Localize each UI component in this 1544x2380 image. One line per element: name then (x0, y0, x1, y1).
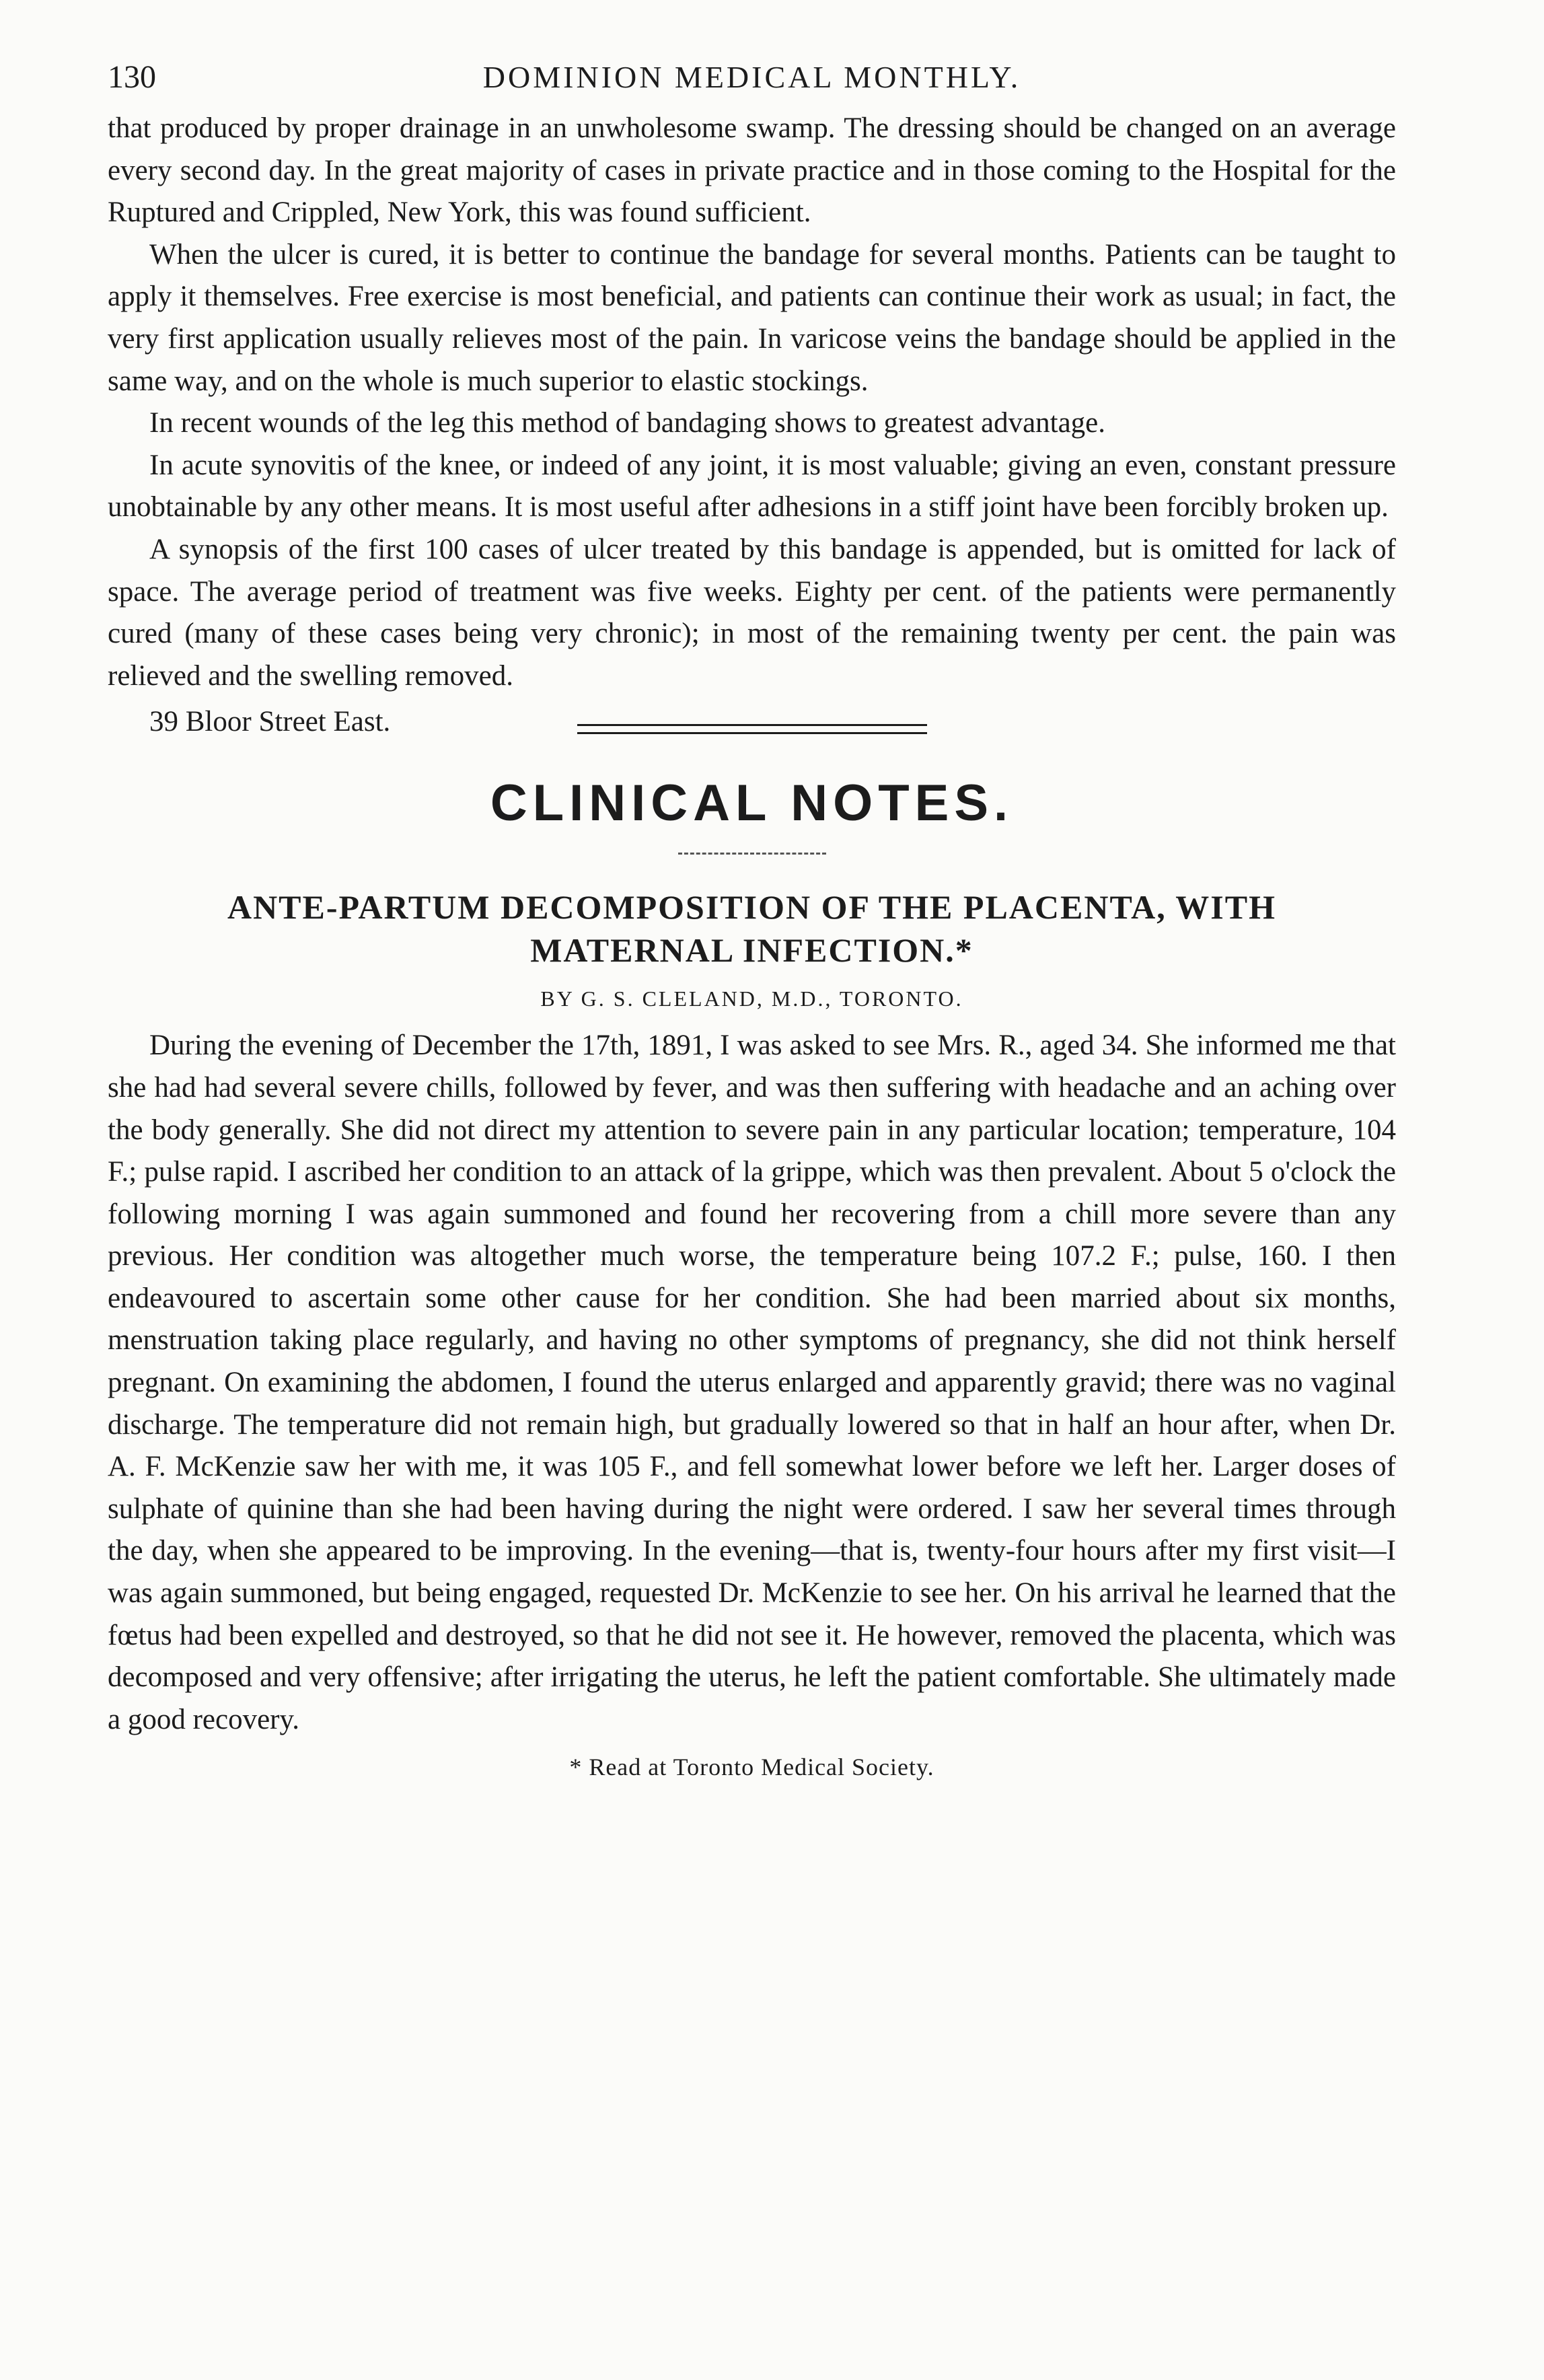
footnote: * Read at Toronto Medical Society. (569, 1754, 934, 1781)
running-title: DOMINION MEDICAL MONTHLY. (482, 60, 1021, 94)
article-title: ANTE-PARTUM DECOMPOSITION OF THE PLACENTA, WITH MATERNAL INFECTION.* (227, 888, 1277, 970)
running-header (108, 47, 1396, 108)
continued-article (108, 108, 1396, 743)
article-paragraph: During the evening of December the 17th, 1891, I was asked to see Mrs. R., aged 34. She informed me that she had had several severe chills, followed by fever, and was then suffering with headache and an aching over the body generally. She did not direct my attention to severe pain in any particular location; temperature, 104 F.; pulse rapid. I ascribed her condition to an attack of la grippe, which was then prevalent. About 5 o'clock the following morning I was again summoned and found her recovering from a chill more severe than any previous. Her condition was altogether much worse, the temperature being 107.2 F.; pulse, 160. I then endeavoured to ascertain some other cause for her condition. She had been married about six months, menstruation taking place regularly, and having no other symptoms of pregnancy, she did not think herself pregnant. On examining the abdomen, I found the uterus enlarged and apparently gravid; there was no vaginal discharge. The temperature did not remain high, but gradually lowered so that in half an hour after, when Dr. A. F. McKenzie saw her with me, it was 105 F., and fell somewhat lower before we left her. Larger doses of sulphate of quinine than she had been having during the night were ordered. I saw her several times through the day, when she appeared to be improving. In the evening—that is, twenty-four hours after my first visit—I was again summoned, but being engaged, requested Dr. McKenzie to see her. On his arrival he learned that the fœtus had been expelled and destroyed, so that he did not see it. He however, removed the placenta, which was decomposed and very offensive; after irrigating the uterus, he left the patient comfortable. She ultimately made a good recovery. (108, 1030, 1396, 1735)
paragraph: that produced by proper drainage in an unwholesome swamp. The dressing should be changed on an average every second day. In the great majority of cases in private practice and in those coming to the Hospital for the Ruptured and Crippled, New York, this was found sufficient. (108, 112, 1396, 229)
document-page (108, 47, 1396, 1781)
paragraph: When the ulcer is cured, it is better to continue the bandage for several months. Patients can be taught to apply it themselves. Free exercise is most beneficial, and patients can continue their work as usual; in fact, the very first application usually relieves most of the pain. In varicose veins the bandage should be applied in the same way, and on the whole is much superior to elastic stockings. (108, 238, 1396, 397)
title-rule (678, 853, 826, 855)
section-title: CLINICAL NOTES. (490, 774, 1014, 832)
author-address: 39 Bloor Street East. (149, 706, 391, 738)
paragraph: In recent wounds of the leg this method of bandaging shows to greatest advantage. (149, 407, 1106, 439)
paragraph: In acute synovitis of the knee, or indeed of any joint, it is most valuable; giving an even, constant pressure unobtainable by any other means. It is most useful after adhesions in a stiff joint have been forcibly broken up. (108, 449, 1396, 524)
article-byline: BY G. S. CLELAND, M.D., TORONTO. (540, 986, 963, 1011)
section-divider (577, 724, 927, 734)
page-number: 130 (108, 59, 156, 95)
paragraph: A synopsis of the first 100 cases of ulcer treated by this bandage is appended, but is omitted for lack of space. The average period of treatment was five weeks. Eighty per cent. of the patients were permanently cured (many of these cases being very chronic); in most of the remaining twenty per cent. the pain was relieved and the swelling removed. (108, 533, 1396, 692)
